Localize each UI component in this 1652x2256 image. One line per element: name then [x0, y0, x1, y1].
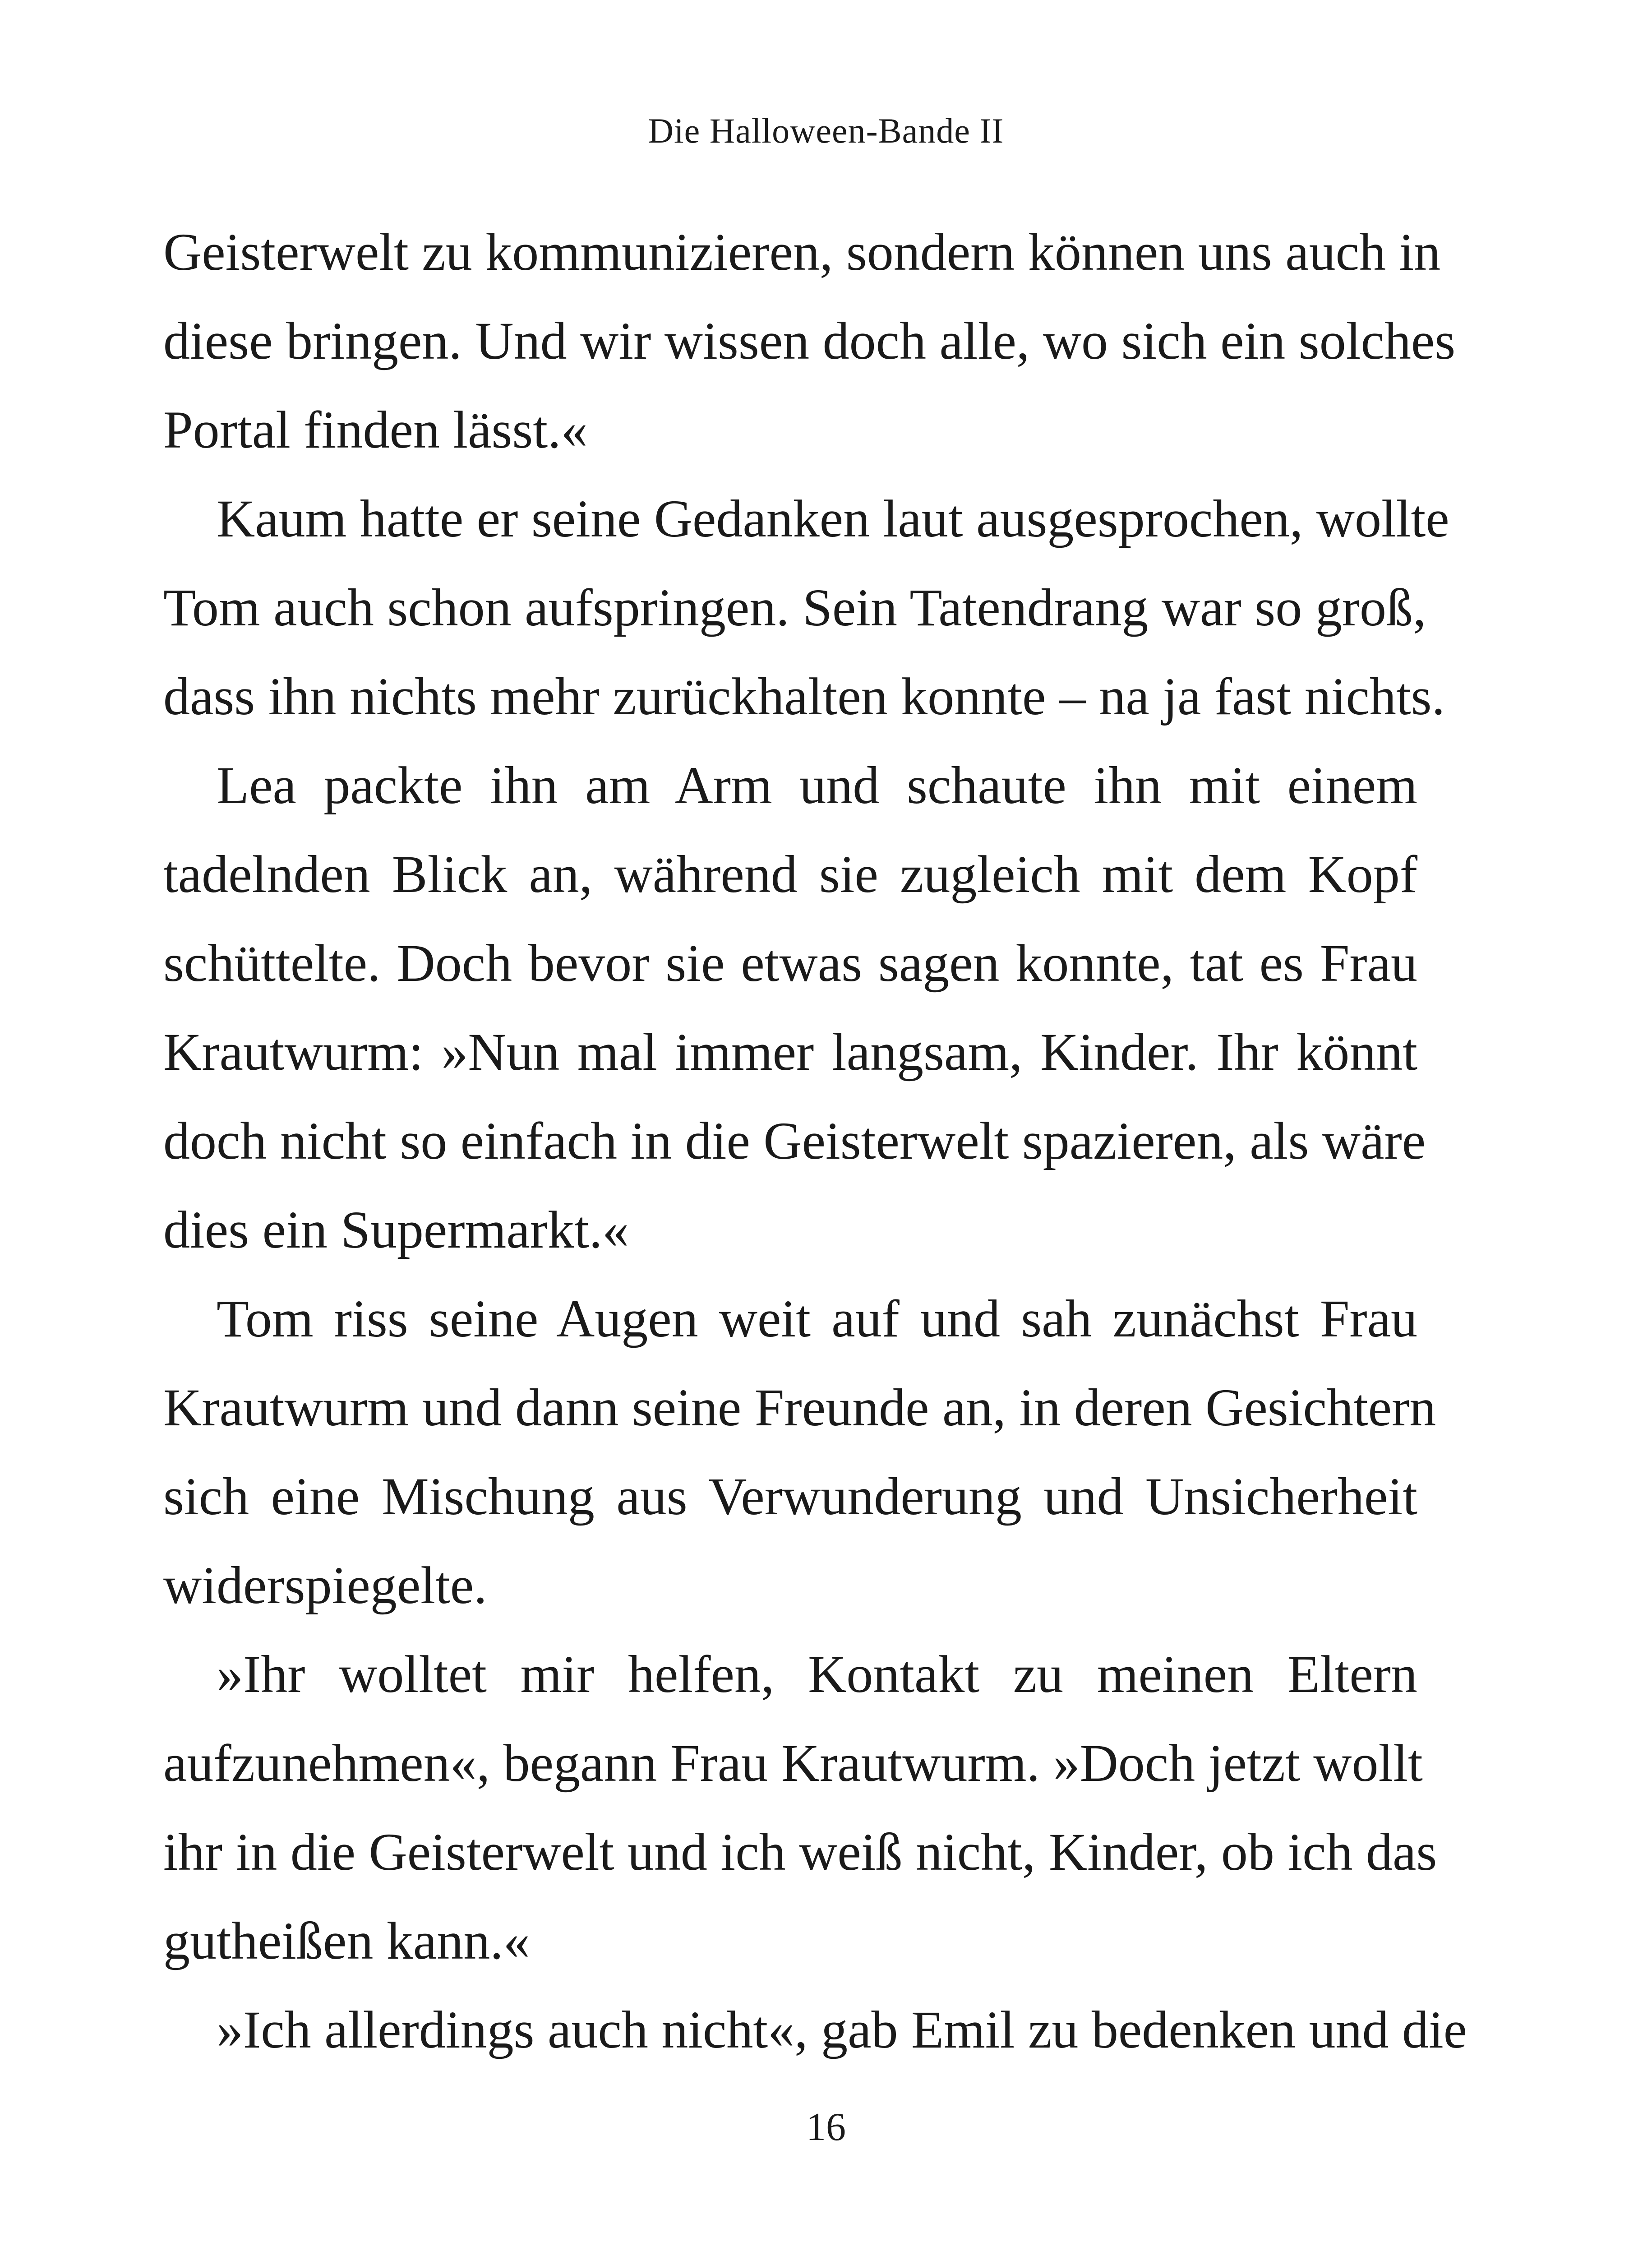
page-number: 16 [806, 2105, 846, 2149]
text-line: Tom auch schon aufspringen. Sein Tatendrang war so groß, [163, 578, 1426, 637]
text-line: aufzunehmen«, begann Frau Krautwurm. »Doch jetzt wollt [163, 1734, 1423, 1793]
text-line: Portal finden lässt.« [163, 400, 588, 459]
text-line: »Ich allerdings auch nicht«, gab Emil zu bedenken und die [217, 2000, 1467, 2059]
text-line: Krautwurm: »Nun mal immer langsam, Kinder. Ihr könnt [163, 1022, 1417, 1082]
text-line: tadelnden Blick an, während sie zugleich mit dem Kopf [163, 845, 1417, 904]
text-line: Tom riss seine Augen weit auf und sah zunächst Frau [217, 1289, 1417, 1348]
text-line: dass ihn nichts mehr zurückhalten konnte – na ja fast nichts. [163, 667, 1445, 726]
text-line: dies ein Supermarkt.« [163, 1200, 629, 1259]
text-line: gutheißen kann.« [163, 1911, 530, 1970]
text-line: widerspiegelte. [163, 1556, 487, 1615]
text-line: ihr in die Geisterwelt und ich weiß nicht, Kinder, ob ich das [163, 1822, 1437, 1882]
text-line: diese bringen. Und wir wissen doch alle, wo sich ein solches [163, 311, 1456, 370]
text-line: Geisterwelt zu kommunizieren, sondern können uns auch in [163, 222, 1441, 282]
body-text [163, 208, 1467, 2074]
running-header: Die Halloween-Bande II [648, 111, 1004, 150]
text-line: Lea packte ihn am Arm und schaute ihn mit einem [217, 756, 1417, 815]
text-line: schüttelte. Doch bevor sie etwas sagen konnte, tat es Frau [163, 934, 1417, 993]
text-line: Kaum hatte er seine Gedanken laut ausgesprochen, wollte [217, 489, 1449, 548]
text-line: doch nicht so einfach in die Geisterwelt spazieren, als wäre [163, 1111, 1426, 1170]
text-line: Krautwurm und dann seine Freunde an, in deren Gesichtern [163, 1378, 1436, 1437]
text-line: »Ihr wolltet mir helfen, Kontakt zu meinen Eltern [217, 1645, 1417, 1704]
text-line: sich eine Mischung aus Verwunderung und Unsicherheit [163, 1467, 1417, 1526]
